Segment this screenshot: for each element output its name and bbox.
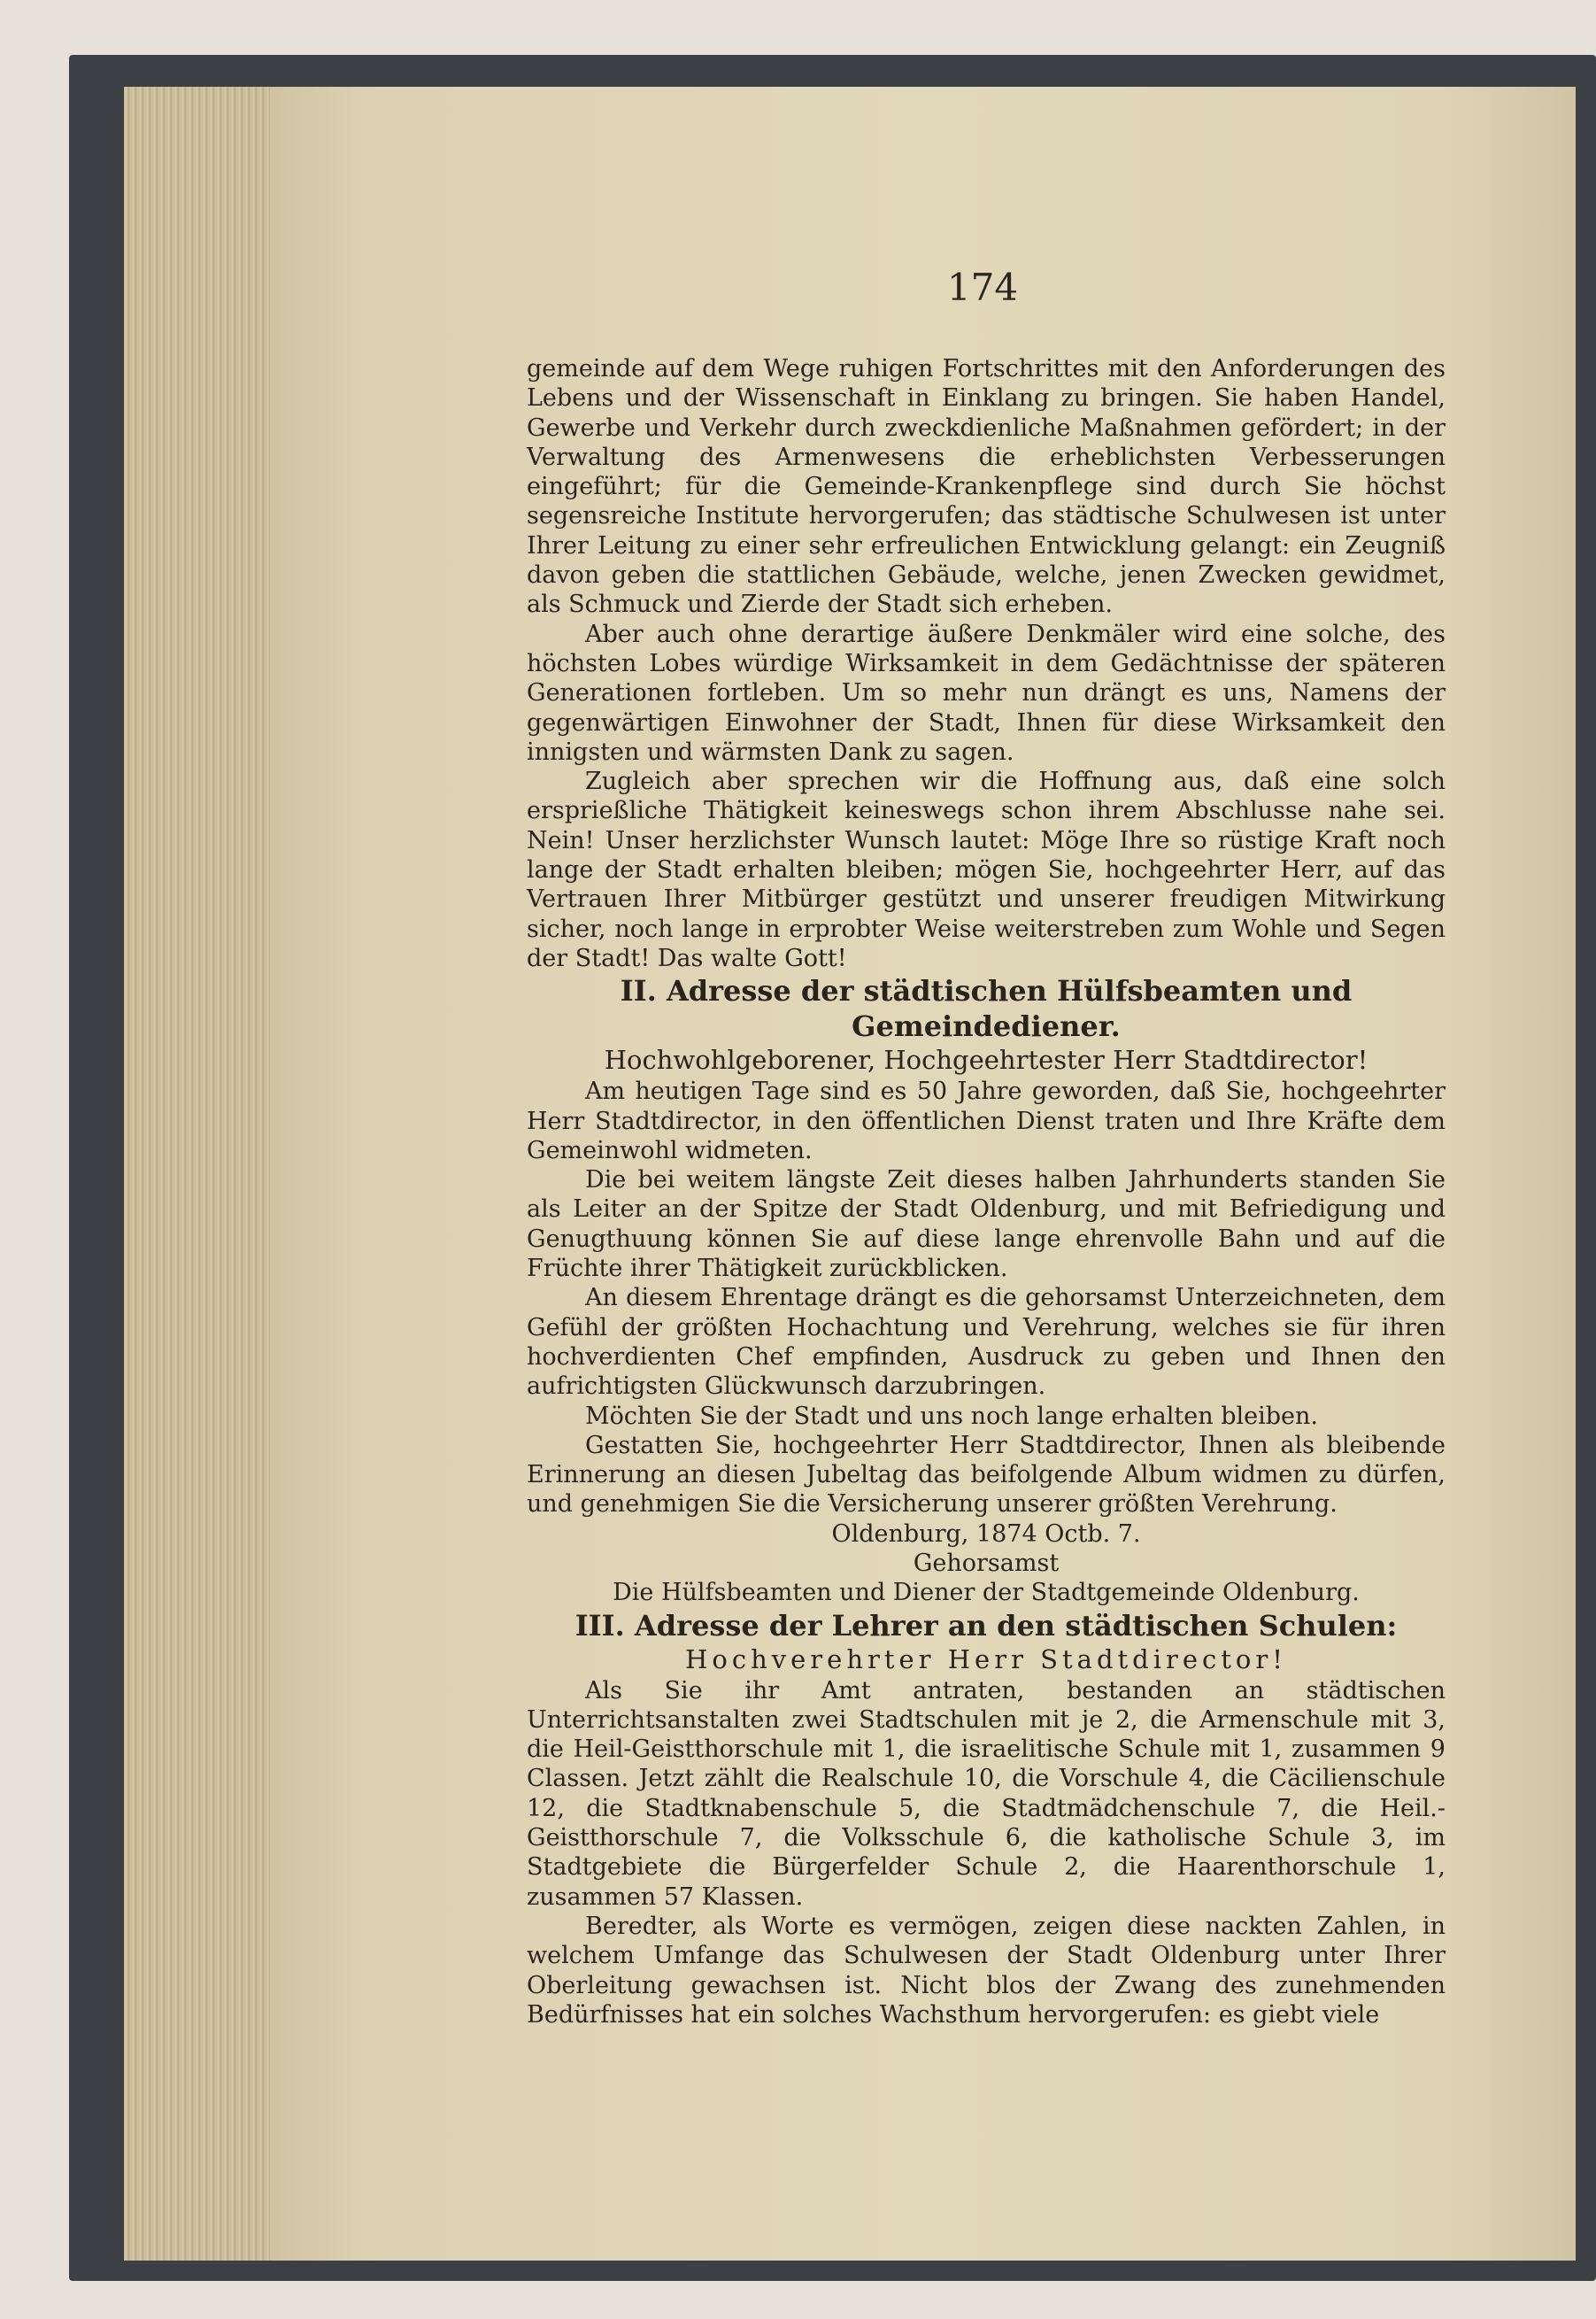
- paragraph: Gestatten Sie, hochgeehrter Herr Stadtdirector, Ihnen als bleibende Erinnerung an diesen Jubeltag das beifolgende Album widmen zu dürfen, und genehmigen Sie die Versicherung unserer größten Verehrung.: [527, 1431, 1446, 1519]
- salutation: Hochwohlgeborener, Hochgeehrtester Herr Stadtdirector!: [604, 1045, 1369, 1076]
- salutation: Hochverehrter Herr Stadtdirector!: [685, 1643, 1287, 1674]
- paragraph: Als Sie ihr Amt antraten, bestanden an städtischen Unterrichtsanstalten zwei Stadtschulen mit je 2, die Armenschule mit 3, die Heil-Geistthorschule mit 1, die israelitische Schule mit 1, zusammen 9 Classen. Jetzt zählt die Realschule 10, die Vorschule 4, die Cäcilienschule 12, die Stadtknabenschule 5, die Stadtmädchenschule 7, die Heil.-Geistthorschule 7, die Volksschule 6, die katholische Schule 3, im Stadtgebiete die Bürgerfelder Schule 2, die Haarenthorschule 1, zusammen 57 Klassen.: [527, 1676, 1446, 1911]
- signature-line: Die Hülfsbeamten und Diener der Stadtgemeinde Oldenburg.: [613, 1579, 1360, 1607]
- page-edges: [124, 87, 280, 2261]
- paragraph: An diesem Ehrentage drängt es die gehorsamst Unterzeichneten, dem Gefühl der größten Hochachtung und Verehrung, welches sie für ihren hochverdienten Chef empfinden, Ausdruck zu geben und Ihnen den aufrichtigsten Glückwunsch darzubringen.: [527, 1284, 1446, 1401]
- section-heading: III. Adresse der Lehrer an den städtischen Schulen:: [574, 1608, 1398, 1643]
- paragraph: gemeinde auf dem Wege ruhigen Fortschrittes mit den Anforderungen des Lebens und der Wissenschaft in Einklang zu bringen. Sie haben Handel, Gewerbe und Verkehr durch zweckdienliche Maßnahmen gefördert; in der Verwaltung des Armenwesens die erheblichsten Verbesserungen eingeführt; für die Gemeinde-Krankenpflege sind durch Sie höchst segensreiche Institute hervorgerufen; das städtische Schulwesen ist unter Ihrer Leitung zu einer sehr erfreulichen Entwicklung gelangt: ein Zeugniß davon geben die stattlichen Gebäude, welche, jenen Zwecken gewidmet, als Schmuck und Zierde der Stadt sich erheben.: [527, 355, 1446, 619]
- text-column: [527, 354, 1446, 2029]
- paragraph: Möchten Sie der Stadt und uns noch lange erhalten bleiben.: [585, 1402, 1318, 1430]
- paragraph: Aber auch ohne derartige äußere Denkmäler wird eine solche, des höchsten Lobes würdige Wirksamkeit in dem Gedächtnisse der späteren Generationen fortleben. Um so mehr nun drängt es uns, Namens der gegenwärtigen Einwohner der Stadt, Ihnen für diese Wirksamkeit den innigsten und wärmsten Dank zu sagen.: [527, 620, 1446, 766]
- section-heading: II. Adresse der städtischen Hülfsbeamten und Gemeindediener.: [620, 974, 1353, 1044]
- paragraph: Die bei weitem längste Zeit dieses halben Jahrhunderts standen Sie als Leiter an der Spitze der Stadt Oldenburg, und mit Befriedigung und Genugthuung können Sie auf diese lange ehrenvolle Bahn und auf die Früchte ihrer Thätigkeit zurückblicken.: [527, 1166, 1446, 1283]
- paragraph: Zugleich aber sprechen wir die Hoffnung aus, daß eine solch ersprießliche Thätigkeit keineswegs schon ihrem Abschlusse nahe sei. Nein! Unser herzlichster Wunsch lautet: Möge Ihre so rüstige Kraft noch lange der Stadt erhalten bleiben; mögen Sie, hochgeehrter Herr, auf das Vertrauen Ihrer Mitbürger gestützt und unserer freudigen Mitwirkung sicher, noch lange in erprobter Weise weiterstreben zum Wohle und Segen der Stadt! Das walte Gott!: [527, 768, 1446, 972]
- closing-line: Gehorsamst: [913, 1549, 1060, 1577]
- date-line: Oldenburg, 1874 Octb. 7.: [831, 1519, 1141, 1548]
- paragraph: Am heutigen Tage sind es 50 Jahre geworden, daß Sie, hochgeehrter Herr Stadtdirector, in den öffentlichen Dienst traten und Ihre Kräfte dem Gemeinwohl widmeten.: [527, 1078, 1446, 1164]
- page-number: 174: [946, 266, 1019, 309]
- paragraph: Beredter, als Worte es vermögen, zeigen diese nackten Zahlen, in welchem Umfange das Schulwesen der Stadt Oldenburg unter Ihrer Oberleitung gewachsen ist. Nicht blos der Zwang des zunehmenden Bedürfnisses hat ein solches Wachsthum hervorgerufen: es giebt viele: [527, 1912, 1446, 2029]
